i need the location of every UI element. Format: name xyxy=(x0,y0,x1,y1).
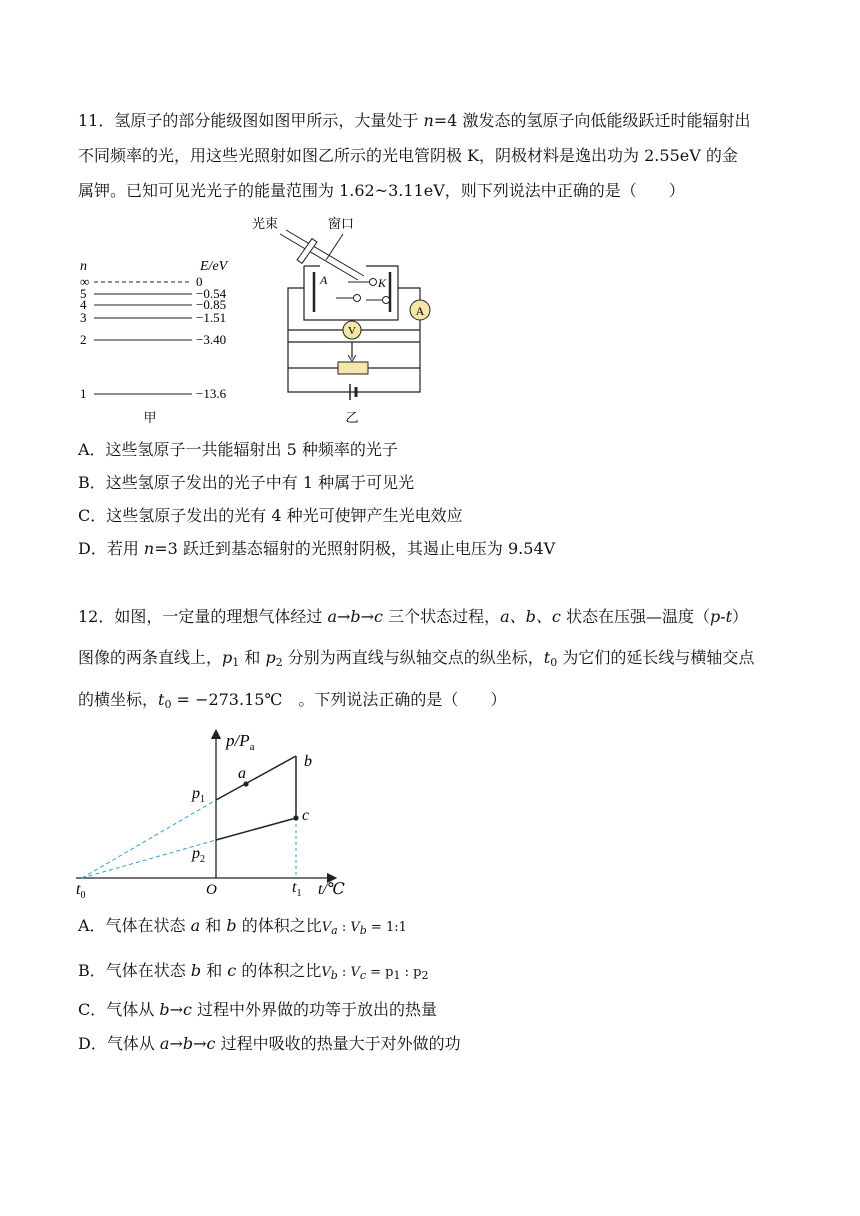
q11-option-b[interactable]: B．这些氢原子发出的光子中有 1 种属于可见光 xyxy=(78,473,415,492)
level-e-3: −1.51 xyxy=(196,310,227,325)
q11-line-2: 不同频率的光，用这些光照射如图乙所示的光电管阴极 K，阴极材料是逸出功为 2.55eV 的金 xyxy=(78,146,738,165)
level-n-3: 3 xyxy=(80,310,87,325)
q11-line-3: 属钾。已知可见光光子的能量范围为 1.62~3.11eV，则下列说法中正确的是（ ） xyxy=(78,181,685,200)
level-e-4: −0.85 xyxy=(196,297,227,312)
point-c xyxy=(293,815,298,820)
t-axis-label: t/℃ xyxy=(318,881,345,898)
label-c: c xyxy=(302,807,310,824)
label-b: b xyxy=(304,753,312,770)
upper-isochore xyxy=(216,756,296,800)
label-anode: A xyxy=(320,273,328,287)
label-t1: $t_1$ xyxy=(292,879,302,899)
tube-outline xyxy=(304,266,398,320)
caption-yi: 乙 xyxy=(345,410,359,425)
q12-line-1: 12．如图，一定量的理想气体经过 a→b→c 三个状态过程，a、b、c 状态在压强—温度（p-t） xyxy=(78,607,749,626)
rheostat xyxy=(338,362,368,374)
level-n-inf: ∞ xyxy=(80,274,90,289)
electron-1 xyxy=(370,279,377,286)
label-a: a xyxy=(238,765,246,782)
q12-line-3: 的横坐标，$t_0$ = −273.15℃ 。下列说法正确的是（ ） xyxy=(78,690,507,711)
circuit-wires xyxy=(288,288,420,392)
energy-level-diagram xyxy=(70,252,250,427)
label-window: 窗口 xyxy=(328,216,355,231)
q12-line-2: 图像的两条直线上，$p_1$ 和 $p_2$ 分别为两直线与纵轴交点的纵坐标，$t_0$ 为它们的延长线与横轴交点 xyxy=(78,648,755,669)
q12-option-b[interactable]: B．气体在状态 b 和 c 的体积之比$V_b$ : $V_c = p_1$ : $p_2$ xyxy=(78,961,429,982)
label-p1: $p_1$ xyxy=(192,785,205,805)
label-t0: $t_0$ xyxy=(76,881,86,900)
level-n-1: 1 xyxy=(80,386,87,401)
label-p2: $p_2$ xyxy=(192,845,205,865)
q11-option-c[interactable]: C．这些氢原子发出的光有 4 种光可使钾产生光电效应 xyxy=(78,506,463,525)
level-n-4: 4 xyxy=(80,297,87,312)
origin-label: O xyxy=(206,882,217,898)
e-header: E/eV xyxy=(200,259,228,274)
level-e-1: −13.6 xyxy=(196,386,227,401)
q12-option-a[interactable]: A．气体在状态 a 和 b 的体积之比$V_a$ : $V_b$ = 1:1 xyxy=(78,916,407,937)
beam-line-1 xyxy=(280,234,358,280)
label-beam: 光束 xyxy=(252,216,279,231)
photoelectric-circuit xyxy=(248,212,448,427)
window-leader xyxy=(326,234,343,260)
q11-option-d[interactable]: D．若用 n=3 跃迁到基态辐射的光照射阴极，其遏止电压为 9.54V xyxy=(78,539,556,558)
point-a xyxy=(243,781,248,786)
n-header: n xyxy=(80,259,87,274)
electron-2 xyxy=(354,295,361,302)
label-cathode: K xyxy=(378,276,387,290)
pt-graph xyxy=(70,728,360,900)
p-axis-label: $p/P_a$ xyxy=(226,731,255,753)
caption-jia: 甲 xyxy=(143,410,157,425)
level-e-inf: 0 xyxy=(196,274,203,289)
q11-option-a[interactable]: A．这些氢原子一共能辐射出 5 种频率的光子 xyxy=(78,440,398,459)
q12-option-c[interactable]: C．气体从 b→c 过程中外界做的功等于放出的热量 xyxy=(78,1000,438,1019)
voltmeter-label: V xyxy=(348,325,356,337)
q12-option-d[interactable]: D．气体从 a→b→c 过程中吸收的热量大于对外做的功 xyxy=(78,1034,461,1053)
beam-line-2 xyxy=(286,230,364,276)
extension-upper xyxy=(82,800,216,878)
level-n-5: 5 xyxy=(80,286,87,301)
lower-isochore xyxy=(216,818,296,840)
level-e-5: −0.54 xyxy=(196,286,227,301)
q11-line-1: 11．氢原子的部分能级图如图甲所示，大量处于 n=4 激发态的氢原子向低能级跃迁时能辐射出 xyxy=(78,111,751,130)
electron-3 xyxy=(383,297,390,304)
level-n-2: 2 xyxy=(80,332,87,347)
level-e-2: −3.40 xyxy=(196,332,227,347)
ammeter-label: A xyxy=(415,304,425,318)
